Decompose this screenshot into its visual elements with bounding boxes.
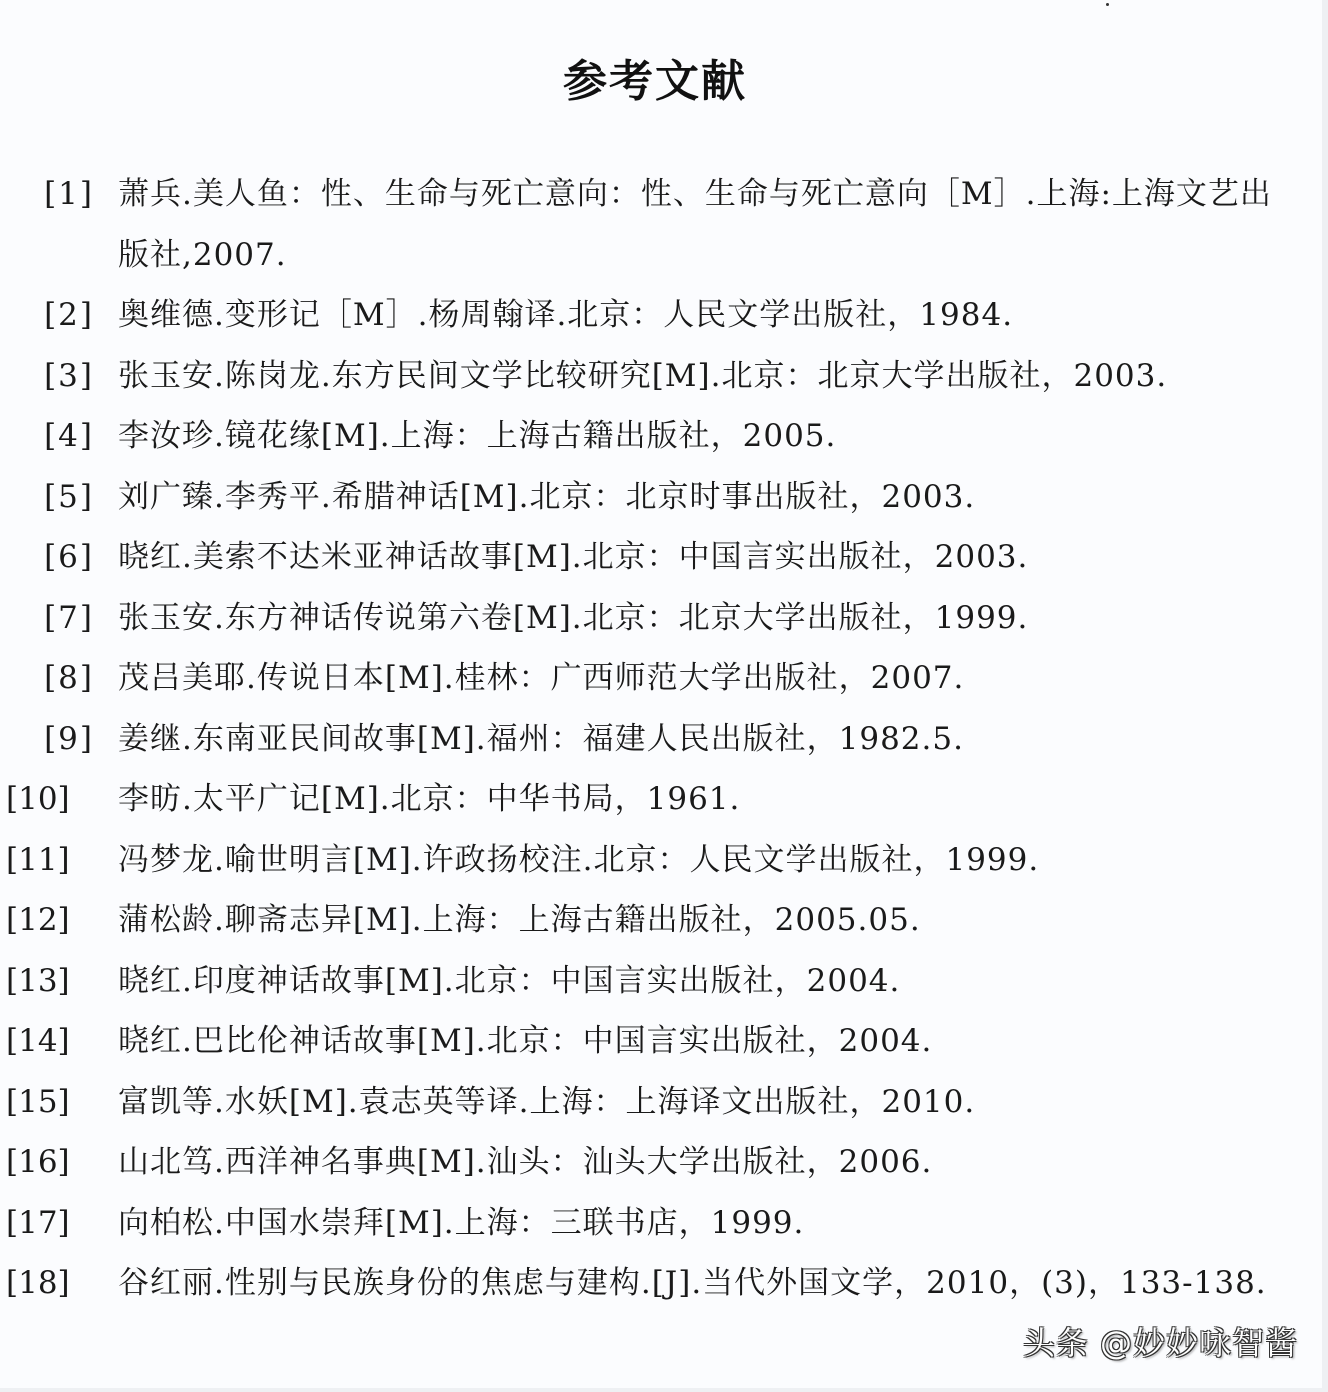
reference-number: [14] bbox=[6, 1023, 70, 1059]
reference-number: [8] bbox=[44, 660, 94, 696]
reference-text: 刘广臻.李秀平.希腊神话[M].北京：北京时事出版社，2003. bbox=[118, 478, 976, 515]
reference-number: [10] bbox=[6, 781, 70, 817]
reference-item bbox=[0, 527, 1328, 588]
reference-text: 奥维德.变形记［M］.杨周翰译.北京：人民文学出版社，1984. bbox=[118, 297, 1014, 333]
reference-number: [13] bbox=[6, 962, 70, 999]
reference-number: [7] bbox=[44, 599, 94, 636]
page-edge bbox=[0, 1388, 1328, 1392]
reference-number: [17] bbox=[6, 1204, 70, 1241]
reference-number: [2] bbox=[44, 297, 94, 333]
reference-text: 茂吕美耶.传说日本[M].桂林：广西师范大学出版社，2007. bbox=[118, 660, 965, 696]
reference-text: 向柏松.中国水崇拜[M].上海：三联书店，1999. bbox=[118, 1204, 805, 1241]
reference-item bbox=[0, 164, 1328, 285]
reference-text: 谷红丽.性别与民族身份的焦虑与建构.[J].当代外国文学，2010，(3)，133-138. bbox=[118, 1265, 1267, 1301]
reference-text: 富凯等.水妖[M].袁志英等译.上海：上海译文出版社，2010. bbox=[118, 1083, 976, 1120]
reference-item bbox=[0, 951, 1328, 1012]
reference-number: [1] bbox=[44, 176, 94, 212]
reference-text: 萧兵.美人鱼：性、生命与死亡意向：性、生命与死亡意向［M］.上海:上海文艺出版社,2007. bbox=[118, 176, 1272, 273]
reference-item bbox=[0, 830, 1328, 891]
reference-text: 姜继.东南亚民间故事[M].福州：福建人民出版社，1982.5. bbox=[118, 720, 964, 757]
reference-item bbox=[0, 709, 1328, 770]
page-title: 参考文献 bbox=[563, 56, 747, 108]
watermark: 头条 @妙妙咏智酱 bbox=[1022, 1324, 1298, 1362]
reference-item bbox=[0, 890, 1328, 951]
reference-number: [4] bbox=[44, 418, 94, 454]
reference-item bbox=[0, 467, 1328, 528]
reference-item bbox=[0, 1072, 1328, 1133]
reference-text: 山北笃.西洋神名事典[M].汕头：汕头大学出版社，2006. bbox=[118, 1144, 933, 1180]
reference-text: 晓红.巴比伦神话故事[M].北京：中国言实出版社，2004. bbox=[118, 1023, 933, 1059]
reference-number: [5] bbox=[44, 478, 94, 515]
reference-text: 李汝珍.镜花缘[M].上海：上海古籍出版社，2005. bbox=[118, 418, 837, 454]
reference-item bbox=[0, 406, 1328, 467]
reference-list bbox=[0, 164, 1328, 1374]
reference-number: [3] bbox=[44, 357, 94, 394]
reference-item bbox=[0, 346, 1328, 407]
reference-number: [18] bbox=[6, 1265, 70, 1301]
reference-item bbox=[0, 1132, 1328, 1193]
reference-text: 晓红.印度神话故事[M].北京：中国言实出版社，2004. bbox=[118, 962, 901, 999]
reference-text: 李昉.太平广记[M].北京：中华书局，1961. bbox=[118, 781, 741, 817]
reference-item bbox=[0, 648, 1328, 709]
reference-text: 蒲松龄.聊斋志异[M].上海：上海古籍出版社，2005.05. bbox=[118, 902, 921, 938]
reference-number: [9] bbox=[44, 720, 94, 757]
reference-number: [12] bbox=[6, 902, 70, 938]
reference-number: [16] bbox=[6, 1144, 70, 1180]
reference-number: [6] bbox=[44, 539, 94, 575]
scan-speck bbox=[1106, 3, 1109, 6]
reference-item bbox=[0, 588, 1328, 649]
reference-item bbox=[0, 769, 1328, 830]
reference-number: [11] bbox=[6, 841, 70, 878]
reference-text: 张玉安.东方神话传说第六卷[M].北京：北京大学出版社，1999. bbox=[118, 599, 1029, 636]
page-edge bbox=[1322, 0, 1328, 1392]
reference-number: [15] bbox=[6, 1083, 70, 1120]
reference-text: 晓红.美索不达米亚神话故事[M].北京：中国言实出版社，2003. bbox=[118, 539, 1029, 575]
reference-item bbox=[0, 1011, 1328, 1072]
reference-item bbox=[0, 285, 1328, 346]
reference-text: 张玉安.陈岗龙.东方民间文学比较研究[M].北京：北京大学出版社，2003. bbox=[118, 357, 1168, 394]
reference-item bbox=[0, 1193, 1328, 1254]
reference-text: 冯梦龙.喻世明言[M].许政扬校注.北京：人民文学出版社，1999. bbox=[118, 841, 1040, 878]
